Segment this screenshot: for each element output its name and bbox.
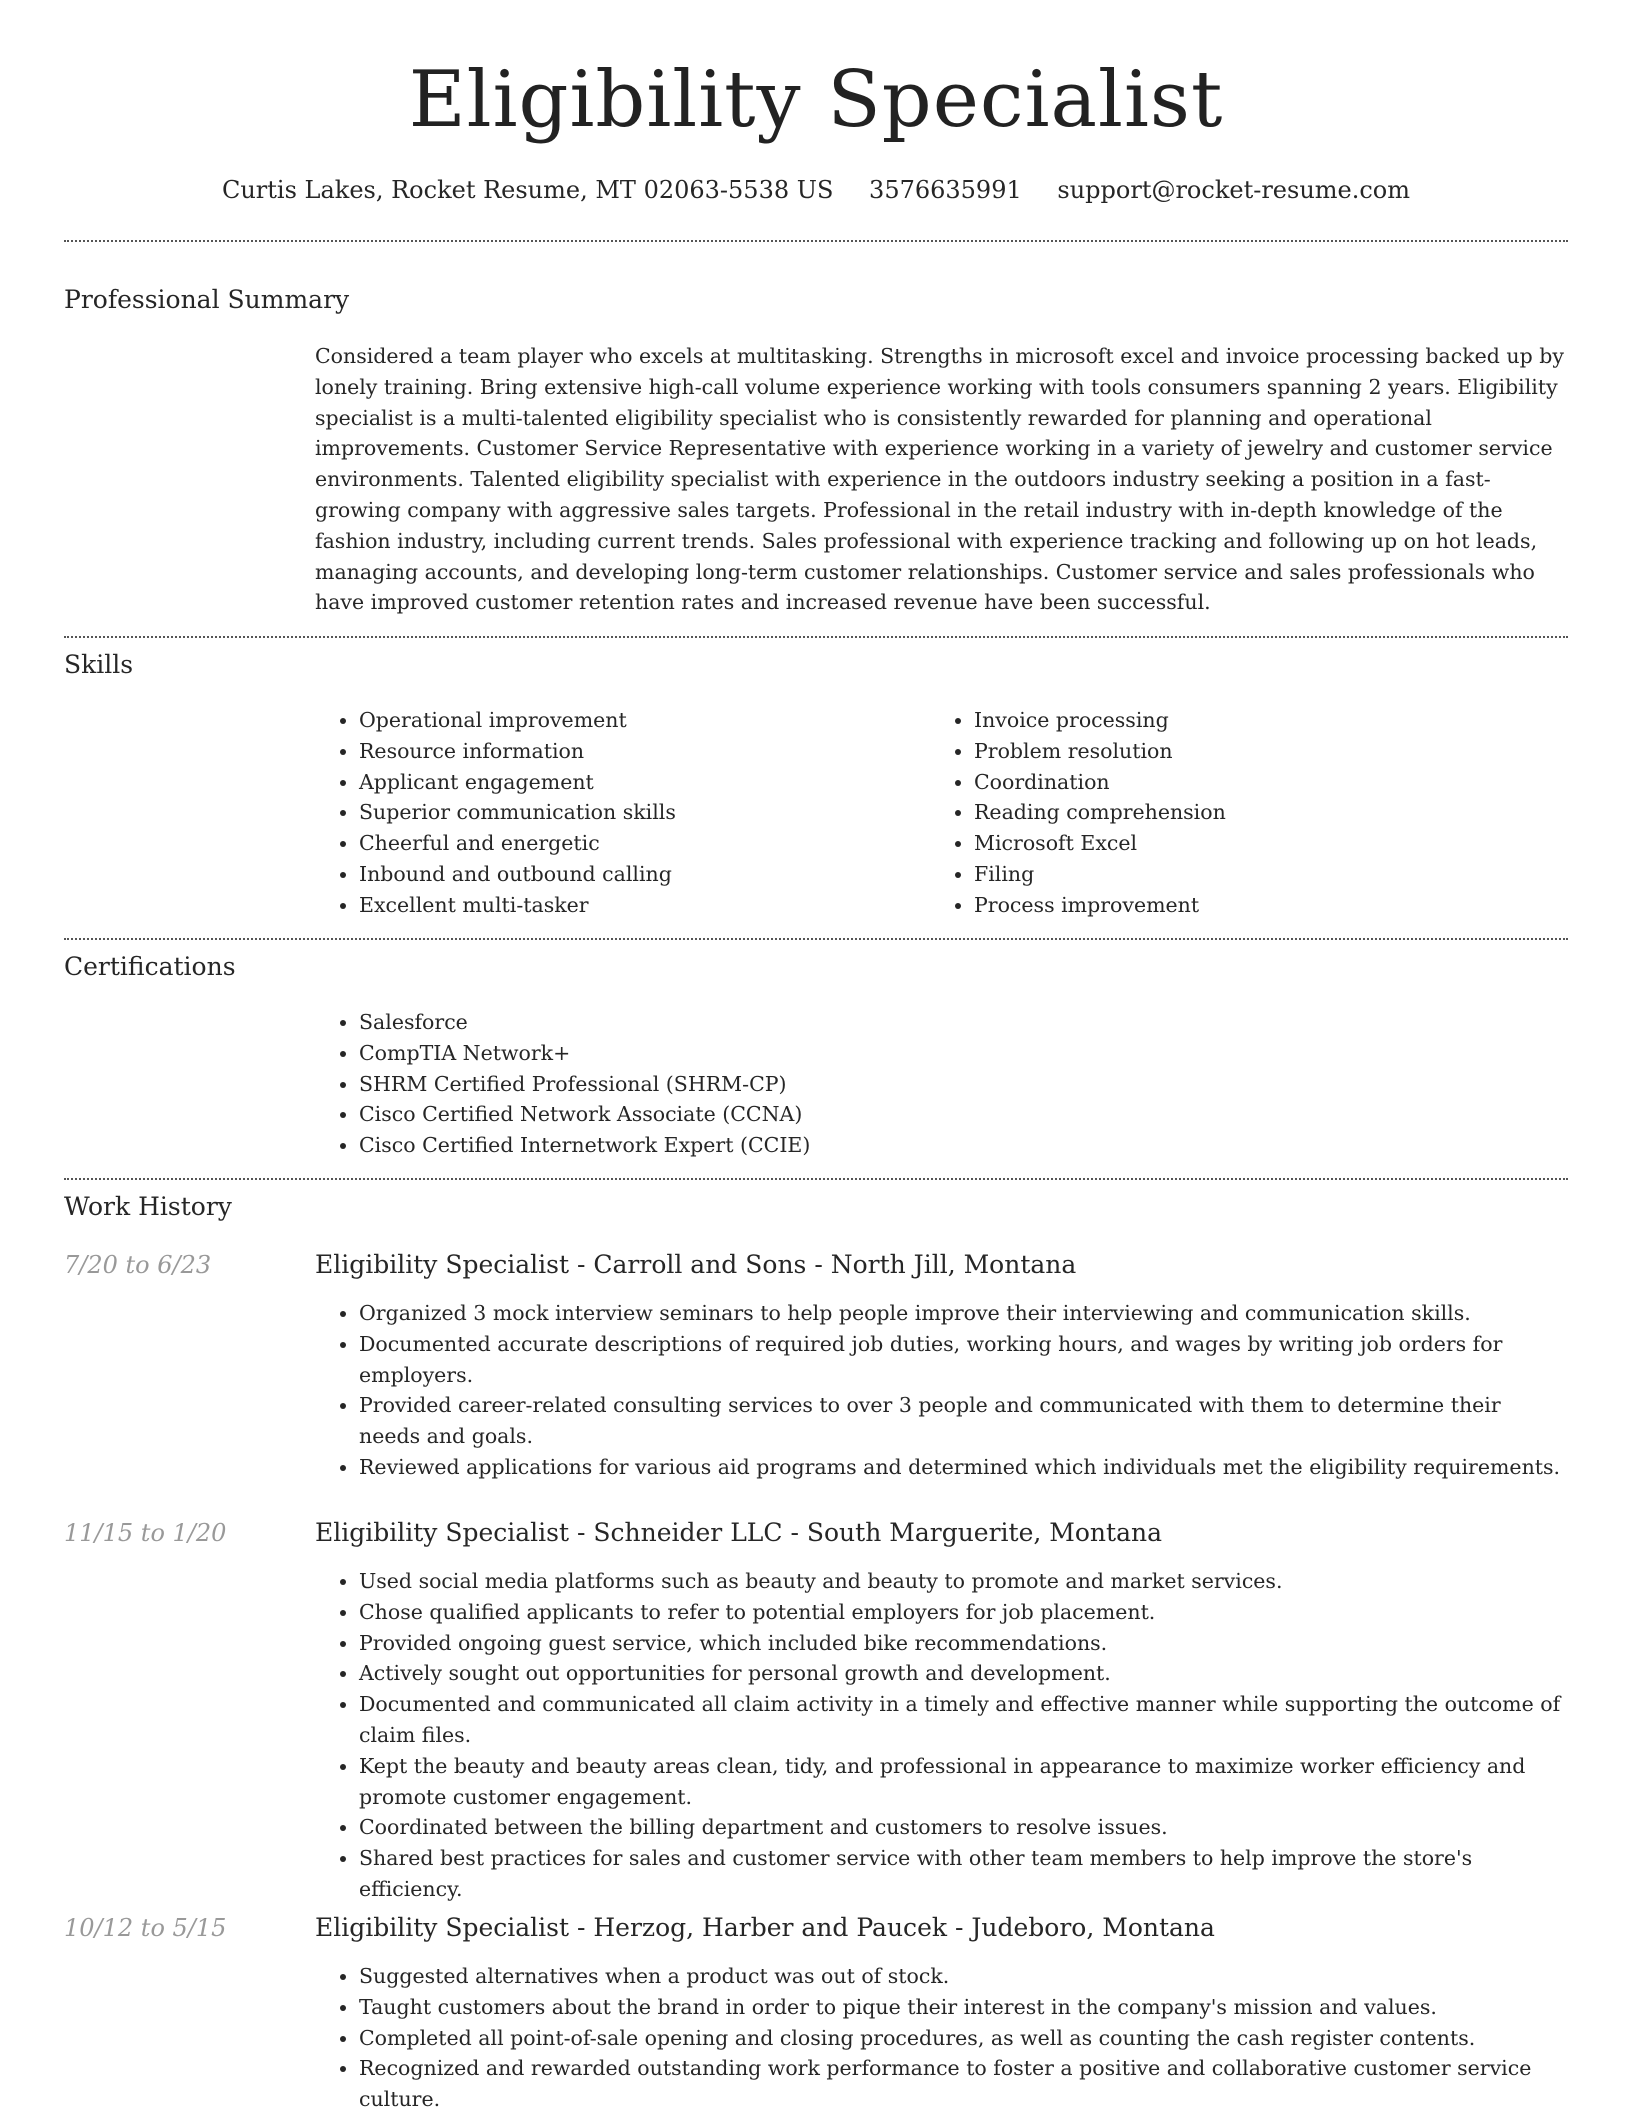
skill-item: • Excellent multi-tasker	[359, 890, 930, 921]
section-divider	[64, 636, 1568, 638]
job-bullets	[315, 1298, 1568, 1483]
skills-block	[315, 705, 1568, 921]
skill-item: • Superior communication skills	[359, 797, 930, 828]
skill-item: • Operational improvement	[359, 705, 930, 736]
job-bullet: • Completed all point-of-sale opening and closing procedures, as well as counting the cash register contents.	[359, 2023, 1568, 2054]
certification-item: • SHRM Certified Professional (SHRM-CP)	[359, 1069, 1568, 1100]
section-divider	[64, 938, 1568, 940]
job-dates: 7/20 to 6/23	[64, 1251, 212, 1279]
skill-item: • Resource information	[359, 736, 930, 767]
skill-item: • Problem resolution	[974, 736, 1545, 767]
skill-item: • Reading comprehension	[974, 797, 1545, 828]
job-bullet: • Documented and communicated all claim activity in a timely and effective manner while supporting the outcome of claim files.	[359, 1689, 1568, 1751]
job-bullet: • Provided ongoing guest service, which included bike recommendations.	[359, 1628, 1568, 1659]
job-bullet: • Taught customers about the brand in order to pique their interest in the company's mission and values.	[359, 1992, 1568, 2023]
job-bullet: • Chose qualified applicants to refer to potential employers for job placement.	[359, 1597, 1568, 1628]
job-bullet: • Organized 3 mock interview seminars to help people improve their interviewing and communication skills.	[359, 1298, 1568, 1329]
contact-address: Curtis Lakes, Rocket Resume, MT 02063-5538 US	[221, 176, 834, 204]
skill-item: • Cheerful and energetic	[359, 828, 930, 859]
summary-block	[315, 341, 1568, 618]
contact-phone: 3576635991	[869, 176, 1022, 204]
section-title-skills: Skills	[64, 650, 134, 679]
job-dates: 11/15 to 1/20	[64, 1519, 227, 1547]
contact-line	[0, 170, 1632, 210]
candidate-name: Eligibility Specialist	[408, 55, 1224, 145]
section-title-work-history: Work History	[64, 1192, 232, 1221]
job-bullet: • Reviewed applications for various aid programs and determined which individuals met the eligibility requirements.	[359, 1452, 1568, 1483]
skills-column-left	[315, 705, 930, 921]
section-divider	[64, 240, 1568, 242]
certification-item: • CompTIA Network+	[359, 1038, 1568, 1069]
certification-item: • Salesforce	[359, 1007, 1568, 1038]
job-bullet: • Suggested alternatives when a product was out of stock.	[359, 1961, 1568, 1992]
job-bullet: • Actively sought out opportunities for personal growth and development.	[359, 1658, 1568, 1689]
job-title: Eligibility Specialist - Herzog, Harber and Paucek - Judeboro, Montana	[315, 1913, 1215, 1942]
certification-item: • Cisco Certified Network Associate (CCNA)	[359, 1099, 1568, 1130]
skill-item: • Invoice processing	[974, 705, 1545, 736]
skill-item: • Coordination	[974, 767, 1545, 798]
job-title: Eligibility Specialist - Schneider LLC - South Marguerite, Montana	[315, 1518, 1162, 1547]
certifications-block	[315, 1007, 1568, 1161]
job-bullets	[315, 1961, 1568, 2115]
certification-item: • Cisco Certified Internetwork Expert (CCIE)	[359, 1130, 1568, 1161]
job-bullet: • Documented accurate descriptions of required job duties, working hours, and wages by writing job orders for employers.	[359, 1329, 1568, 1391]
section-title-certifications: Certifications	[64, 952, 236, 981]
job-bullet: • Provided career-related consulting services to over 3 people and communicated with them to determine their needs and goals.	[359, 1390, 1568, 1452]
job-bullets	[315, 1566, 1568, 1905]
skill-item: • Filing	[974, 859, 1545, 890]
section-divider	[64, 1178, 1568, 1180]
job-title: Eligibility Specialist - Carroll and Sons - North Jill, Montana	[315, 1250, 1077, 1279]
job-bullet: • Shared best practices for sales and customer service with other team members to help improve the store's efficiency.	[359, 1843, 1568, 1905]
job-bullet: • Kept the beauty and beauty areas clean, tidy, and professional in appearance to maximize worker efficiency and promote customer engagement.	[359, 1751, 1568, 1813]
summary-text: Considered a team player who excels at multitasking. Strengths in microsoft excel and invoice processing backed up by lonely training. Bring extensive high-call volume experience working with tools consumers spanning 2 years. Eligibility specialist is a multi-talented eligibility specialist who is consistently rewarded for planning and operational improvements. Customer Service Representative with experience working in a variety of jewelry and customer service environments. Talented eligibility specialist with experience in the outdoors industry seeking a position in a fast-growing company with aggressive sales targets. Professional in the retail industry with in-depth knowledge of the fashion industry, including current trends. Sales professional with experience tracking and following up on hot leads, managing accounts, and developing long-term customer relationships. Customer service and sales professionals who have improved customer retention rates and increased revenue have been successful.	[315, 344, 1564, 615]
contact-email: support@rocket-resume.com	[1057, 176, 1411, 204]
job-bullet: • Coordinated between the billing department and customers to resolve issues.	[359, 1812, 1568, 1843]
job-bullet: • Used social media platforms such as beauty and beauty to promote and market services.	[359, 1566, 1568, 1597]
skill-item: • Applicant engagement	[359, 767, 930, 798]
skill-item: • Process improvement	[974, 890, 1545, 921]
skills-column-right	[930, 705, 1545, 921]
skill-item: • Inbound and outbound calling	[359, 859, 930, 890]
section-title-summary: Professional Summary	[64, 285, 350, 314]
job-bullet: • Recognized and rewarded outstanding work performance to foster a positive and collaborative customer service culture.	[359, 2053, 1568, 2115]
job-dates: 10/12 to 5/15	[64, 1914, 227, 1942]
skill-item: • Microsoft Excel	[974, 828, 1545, 859]
